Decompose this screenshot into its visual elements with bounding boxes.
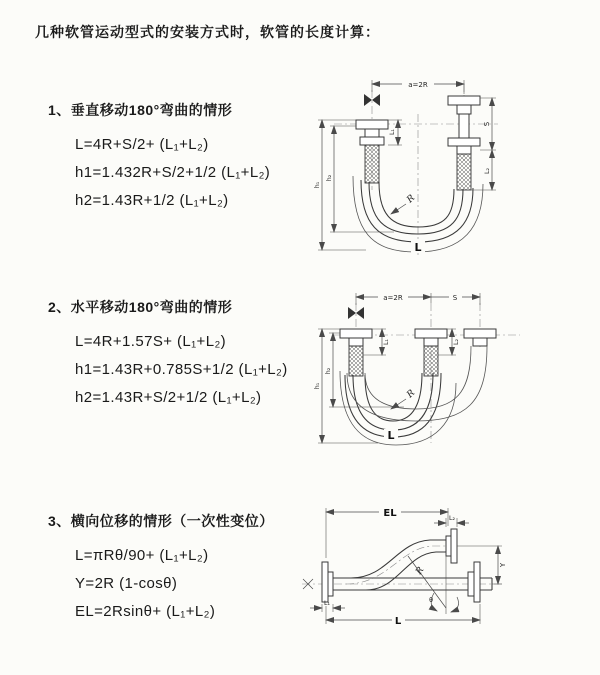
left-flange	[322, 562, 333, 602]
dim-label-r: R	[414, 565, 427, 577]
dim-label-l2: L₂	[453, 338, 460, 346]
section-1	[48, 100, 270, 215]
left-pipe-fitting	[356, 120, 388, 183]
dim-h2	[325, 333, 404, 407]
dim-a2r	[372, 78, 464, 94]
diagram-vertical-180-bend	[306, 70, 506, 260]
formula-2-h2: h2=1.43R+S/2+1/2 (L₁+L₂)	[75, 389, 262, 406]
dim-label-a2r: a=2R	[408, 81, 428, 89]
dim-label-r: R	[405, 388, 418, 401]
right-flange	[468, 562, 492, 602]
dim-l	[326, 604, 480, 627]
dim-a2r	[356, 292, 480, 305]
dim-label-l1: L₁	[323, 600, 331, 607]
dim-label-l1: L₁	[389, 128, 396, 136]
dim-label-h2: h₂	[326, 174, 333, 182]
right-pipe-fitting	[464, 329, 496, 346]
dim-label-l1: L₁	[383, 338, 390, 346]
braided-hose-section	[349, 346, 363, 376]
dim-l2	[434, 515, 469, 527]
right-pipe-fitting	[448, 96, 480, 190]
radius-leader	[391, 388, 417, 409]
braided-hose-section	[365, 145, 379, 183]
formula-3-L: L=πRθ/90+ (L₁+L₂)	[75, 547, 209, 564]
diagram-horizontal-180-bend	[308, 283, 548, 453]
dim-label-l: L	[414, 241, 422, 254]
upper-flange	[446, 529, 457, 563]
dim-label-s: S	[483, 121, 491, 127]
left-pipe-fitting	[340, 329, 372, 376]
section-2	[48, 297, 288, 412]
formula-1-h2: h2=1.43R+1/2 (L₁+L₂)	[75, 192, 229, 209]
dim-label-theta: θ	[429, 597, 433, 604]
section-3-heading: 3、横向位移的情形（一次性变位）	[48, 513, 274, 529]
dim-el	[326, 505, 448, 558]
formula-1-h1: h1=1.432R+S/2+1/2 (L₁+L₂)	[75, 164, 271, 181]
braided-hose-section	[424, 346, 438, 376]
dim-label-l2: L₂	[448, 515, 456, 522]
dim-label-el: EL	[383, 508, 397, 519]
dim-label-h2: h₂	[325, 367, 332, 375]
dim-label-y: Y	[499, 562, 507, 568]
formula-3-Y: Y=2R (1-cosθ)	[75, 575, 178, 592]
formula-1-L: L=4R+S/2+ (L₁+L₂)	[75, 136, 209, 153]
dim-h1	[314, 329, 378, 443]
s-curve-hose	[351, 540, 446, 590]
dim-label-l: L	[394, 616, 402, 627]
dim-label-l2: L₂	[484, 167, 491, 175]
section-3	[48, 511, 274, 626]
formula-2-L: L=4R+1.57S+ (L₁+L₂)	[75, 333, 227, 350]
dim-h1	[314, 120, 366, 250]
radius-leader	[391, 193, 417, 214]
dim-l1	[310, 600, 345, 612]
dim-label-s: S	[452, 294, 458, 302]
dim-label-r: R	[405, 193, 418, 206]
dim-label-a2r: a=2R	[383, 294, 403, 302]
dim-label-h1: h₁	[314, 181, 321, 189]
u-bend-hose-displaced	[347, 346, 487, 421]
dim-label-h1: h₁	[314, 382, 321, 390]
section-1-heading: 1、垂直移动180°弯曲的情形	[48, 102, 233, 118]
dim-label-l: L	[387, 429, 395, 442]
section-2-heading: 2、水平移动180°弯曲的情形	[48, 299, 233, 315]
braided-hose-section	[457, 154, 471, 190]
formula-2-h1: h1=1.43R+0.785S+1/2 (L₁+L₂)	[75, 361, 288, 378]
middle-pipe-fitting	[415, 329, 447, 376]
formula-3-EL: EL=2Rsinθ+ (L₁+L₂)	[75, 603, 216, 620]
document-title: 几种软管运动型式的安装方式时，软管的长度计算：	[35, 24, 380, 40]
diagram-lateral-displacement	[296, 496, 596, 644]
